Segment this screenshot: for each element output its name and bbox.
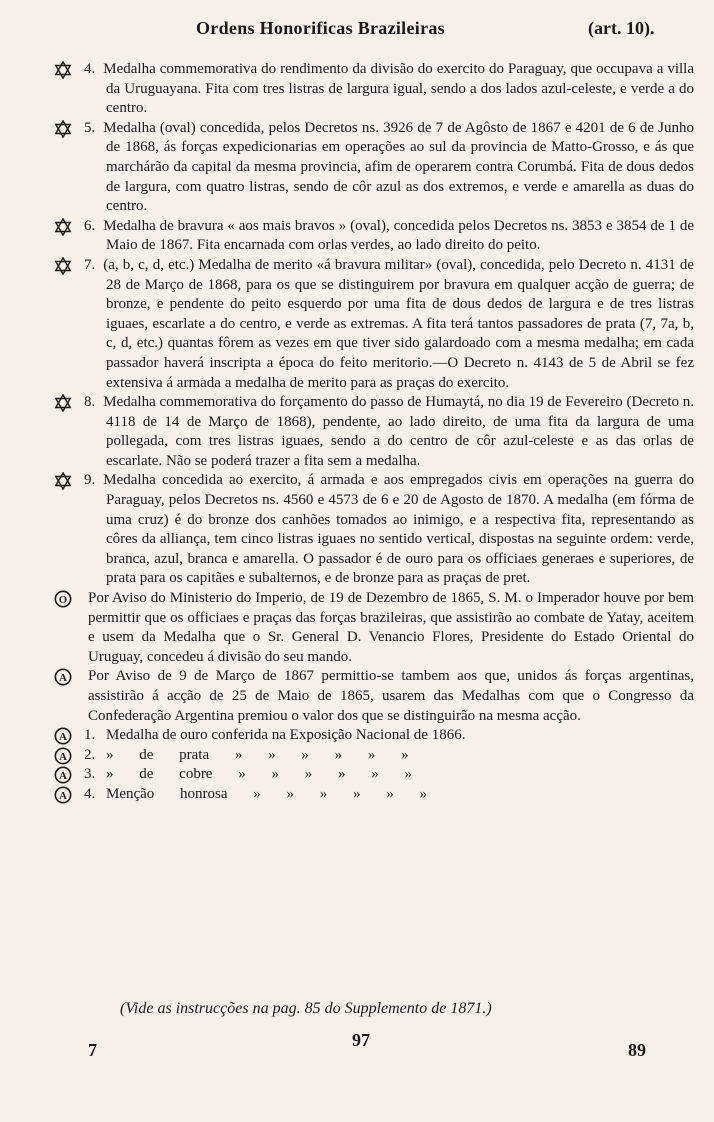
list-number: 3. — [84, 766, 96, 783]
circle-a-icon — [54, 747, 72, 765]
list-number: 4. — [84, 785, 96, 802]
medal-entry — [58, 393, 694, 471]
list-number: 2. — [84, 746, 96, 763]
running-title: Ordens Honorificas Brazileiras — [196, 18, 445, 38]
page-number-right: 89 — [628, 1040, 646, 1060]
list-text: » de prata » » » » » » — [106, 746, 409, 763]
circle-a-icon — [54, 786, 72, 804]
entry-number: 8. — [84, 394, 96, 411]
circle-a-icon — [54, 727, 72, 745]
svg-text:A: A — [59, 672, 67, 685]
medal-entry — [58, 217, 694, 256]
entry-text: Medalha (oval) concedida, pelos Decretos ns. 3926 de 7 de Agôsto de 1867 e 4201 de 6 de Junho de 1868, ás forças expedicionarias em operações ao sul da provincia de Matto-Grosso, e ás que marchárão da capital da mesma provincia, afim de operarem contra Corumbá. Fita de dous dedos de largura, com quatro listras, sendo de côr azul as dos extremos, e verde e amarella as duas do centro. — [103, 119, 694, 215]
entry-number: 7. — [84, 256, 96, 273]
medal-entry — [58, 471, 694, 589]
page-number-left: 7 — [88, 1040, 97, 1060]
list-text: Medalha de ouro conferida na Exposição Nacional de 1866. — [106, 727, 466, 744]
circle-o-icon — [54, 590, 72, 608]
svg-text:O: O — [58, 594, 68, 607]
list-text: Menção honrosa » » » » » » — [106, 785, 428, 802]
list-text: » de cobre » » » » » » — [106, 766, 412, 783]
star-of-david-icon — [54, 120, 72, 138]
exposition-list — [58, 726, 694, 804]
list-item — [58, 746, 694, 766]
medal-entry — [58, 60, 694, 119]
circle-a-icon — [54, 766, 72, 784]
svg-text:A: A — [59, 750, 67, 763]
list-item — [58, 726, 694, 746]
circle-a-icon — [54, 668, 72, 686]
star-of-david-icon — [54, 218, 72, 236]
list-item — [58, 765, 694, 785]
entry-text: (a, b, c, d, etc.) Medalha de merito «á bravura militar» (oval), concedida, pelo Decreto n. 4131 de 28 de Março de 1868, para os que se distinguirem por bravura em qualquer acção de guerra; de bronze, e pendente do peito esquerdo por uma fita de dous dedos de largura e de tres listras iguaes, escarlate a do centro, e verde as extremas. A fita terá tantos passadores de prata (7, 7a, b, c, d, etc.) quantas fôrem as vezes em que tiver sido galardoado com a mesma medalha; em cada passador haverá inscripta a época do feito meritorio.—O Decreto n. 4143 de 5 de Abril se fez extensiva á armada a medalha de merito para as praças do exercito. — [103, 256, 694, 391]
medal-entry — [58, 119, 694, 217]
entry-number: 9. — [84, 472, 96, 489]
list-item — [58, 785, 694, 805]
aviso-entry — [58, 589, 694, 667]
aviso-entry — [58, 667, 694, 726]
entry-number: 4. — [84, 61, 96, 77]
star-of-david-icon — [54, 394, 72, 412]
aviso-text: Por Aviso do Ministerio do Imperio, de 19 de Dezembro de 1865, S. M. o Imperador houve por bem permittir que os officiaes e praças das forças brazileiras, que assistirão ao combate de Yatay, aceitem e usem da Medalha que o Sr. General D. Venancio Flores, Presidente do Estado Oriental do Uruguay, concedeu á divisão do seu mando. — [88, 590, 694, 665]
star-of-david-icon — [54, 257, 72, 275]
entry-text: Medalha de bravura « aos mais bravos » (oval), concedida pelos Decretos ns. 3853 e 3854 de 1 de Maio de 1867. Fita encarnada com orlas verdes, ao lado direito do peito. — [103, 217, 694, 254]
entry-number: 5. — [84, 119, 96, 136]
page-header — [0, 0, 714, 50]
entry-text: Medalha commemorativa do rendimento da divisão do exercito do Paraguay, que occupava a villa da Uruguayana. Fita com tres listras de largura igual, sendo a dos lados azul-celeste, e verde a do centro. — [103, 61, 694, 117]
entry-text: Medalha commemorativa do forçamento do passo de Humaytá, no dia 19 de Fevereiro (Decreto n. 4118 de 14 de Março de 1868), pendente, ao lado direito, de uma fita da largura de uma pollegada, com tres listras iguaes, sendo a do centro de côr azul-celeste e as das orlas de escarlate. Não se poderá trazer a fita sem a medalha. — [103, 394, 694, 469]
list-number: 1. — [84, 727, 96, 744]
article-ref: (art. 10). — [588, 18, 655, 38]
entry-text: Medalha concedida ao exercito, á armada e aos empregados civis em operações na guerra do Paraguay, pelos Decretos ns. 4560 e 4573 de 6 e 20 de Agosto de 1870. A medalha (em fórma de uma cruz) é do bronze dos canhões tomados ao inimigo, e a respectiva fita, representando as côres da alliança, tem cinco listras iguaes no sentido vertical, dispostas na seguinte ordem: verde, branca, azul, branca e amarella. O passador é de ouro para os officiaes generaes e superiores, de prata para os capitães e subalternos, e de bronze para as praças de pret. — [103, 472, 694, 587]
svg-text:A: A — [59, 770, 67, 783]
svg-text:A: A — [59, 731, 67, 744]
star-of-david-icon — [54, 61, 72, 79]
star-of-david-icon — [54, 472, 72, 490]
vide-note: (Vide as instrucções na pag. 85 do Supplemento de 1871.) — [120, 1000, 492, 1017]
main-text — [58, 60, 694, 805]
medal-entry — [58, 256, 694, 393]
svg-text:A: A — [59, 790, 67, 803]
signature-mark: 97 — [352, 1030, 370, 1050]
entry-number: 6. — [84, 217, 96, 234]
aviso-text: Por Aviso de 9 de Março de 1867 permittio-se tambem aos que, unidos ás forças argentinas, assistirão á acção de 25 de Maio de 1865, usarem das Medalhas com que o Congresso da Confederação Argentina premiou o valor dos que se distinguirão na mesma acção. — [88, 668, 694, 724]
